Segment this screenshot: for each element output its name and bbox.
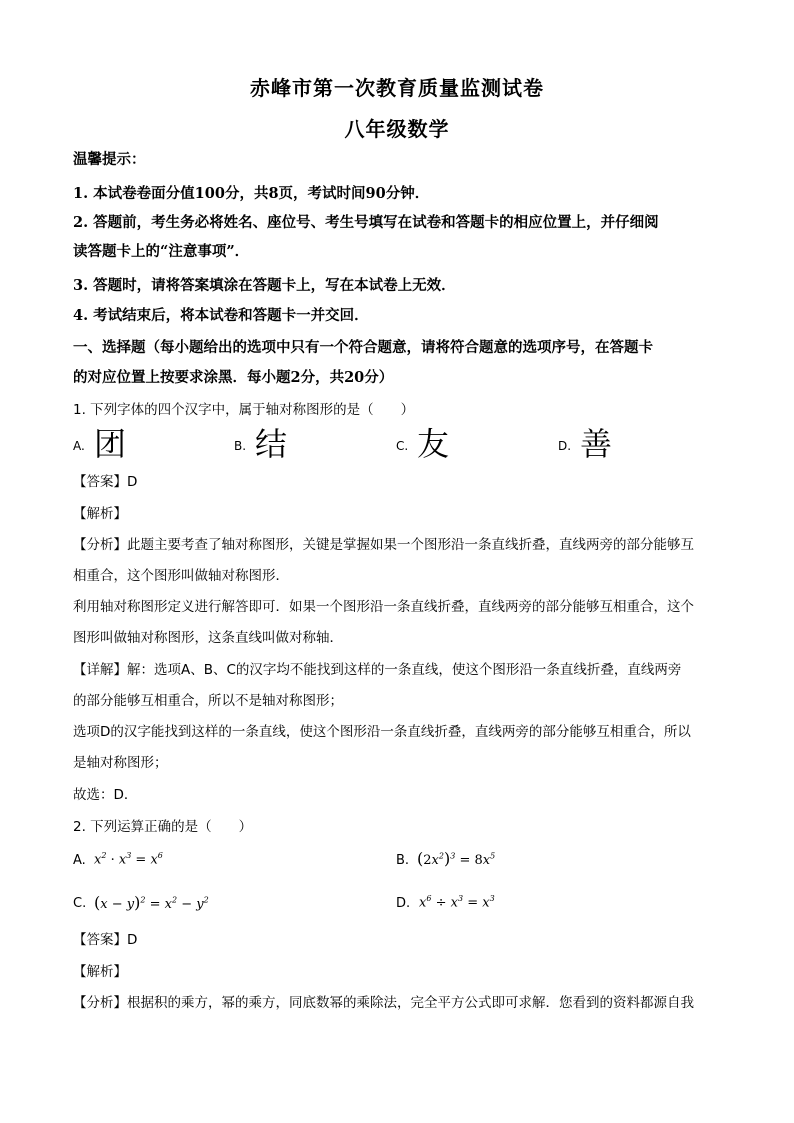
exam-title: 赤峰市第一次教育质量监测试卷 <box>250 76 544 100</box>
formula-b: $(2x^2)^3 = 8x^5$ <box>417 849 496 868</box>
analysis-text: 利用轴对称图形定义进行解答即可．如果一个图形沿一条直线折叠，直线两旁的部分能够互相重合，这个 <box>73 599 694 615</box>
notice-item: 3. 答题时，请将答案填涂在答题卡上，写在本试卷上无效． <box>73 277 456 294</box>
formula-c: $(x - y)^2 = x^2 - y^2$ <box>94 893 209 912</box>
notice-item: 读答题卡上的“注意事项”． <box>73 243 250 260</box>
option-letter-c: C. <box>396 439 409 453</box>
option-label-c: C. <box>73 896 87 911</box>
option-label-a: A. <box>73 853 86 868</box>
option-label-d: D. <box>396 896 411 911</box>
exam-subtitle: 八年级数学 <box>344 117 450 141</box>
option-letter-a: A. <box>73 439 85 453</box>
question-stem: 1. 下列字体的四个汉字中，属于轴对称图形的是（ ） <box>73 402 415 418</box>
answer-line: 【答案】D <box>73 474 138 490</box>
formula-a: $x^2 \cdot x^3 = x^6$ <box>94 851 163 868</box>
section-heading: 一、选择题（每小题给出的选项中只有一个符合题意，请将符合题意的选项序号，在答题卡 <box>73 339 653 356</box>
option-char-d: 善 <box>580 425 613 463</box>
option-char-a: 团 <box>94 425 127 463</box>
option-char-c: 友 <box>417 425 450 463</box>
analysis-label: 【解析】 <box>73 506 127 522</box>
analysis-text: 相重合，这个图形叫做轴对称图形． <box>73 568 289 584</box>
notice-item: 2. 答题前，考生务必将姓名、座位号、考生号填写在试卷和答题卡的相应位置上，并仔细阅 <box>73 214 659 231</box>
answer-line: 【答案】D <box>73 932 138 948</box>
notice-item: 4. 考试结束后，将本试卷和答题卡一并交回． <box>73 307 369 324</box>
analysis-label: 【解析】 <box>73 964 127 980</box>
notice-item: 1. 本试卷卷面分值100分，共8页，考试时间90分钟． <box>73 185 430 202</box>
option-letter-d: D. <box>558 439 572 453</box>
analysis-text: 是轴对称图形； <box>73 755 168 771</box>
analysis-text: 选项D的汉字能找到这样的一条直线，使这个图形沿一条直线折叠，直线两旁的部分能够互相重合，所以 <box>73 724 691 740</box>
analysis-text: 的部分能够互相重合，所以不是轴对称图形； <box>73 693 343 709</box>
section-heading-cont: 的对应位置上按要求涂黑．每小题2分，共20分） <box>73 369 394 386</box>
option-label-b: B. <box>396 853 410 868</box>
option-char-b: 结 <box>255 425 288 463</box>
analysis-text: 【分析】根据积的乘方，幂的乘方，同底数幂的乘除法，完全平方公式即可求解．您看到的资料都源自我 <box>73 995 694 1011</box>
analysis-text: 图形叫做轴对称图形，这条直线叫做对称轴． <box>73 630 343 646</box>
formula-d: $x^6 \div x^3 = x^3$ <box>419 894 495 911</box>
analysis-text: 【分析】此题主要考查了轴对称图形，关键是掌握如果一个图形沿一条直线折叠，直线两旁的部分能够互 <box>73 537 694 553</box>
option-letter-b: B. <box>234 439 247 453</box>
notice-heading: 温馨提示： <box>73 151 146 168</box>
question-stem: 2. 下列运算正确的是（ ） <box>73 819 253 835</box>
analysis-text: 故选：D． <box>73 787 138 803</box>
analysis-text: 【详解】解：选项A、B、C的汉字均不能找到这样的一条直线，使这个图形沿一条直线折叠，直线两旁 <box>73 662 682 678</box>
